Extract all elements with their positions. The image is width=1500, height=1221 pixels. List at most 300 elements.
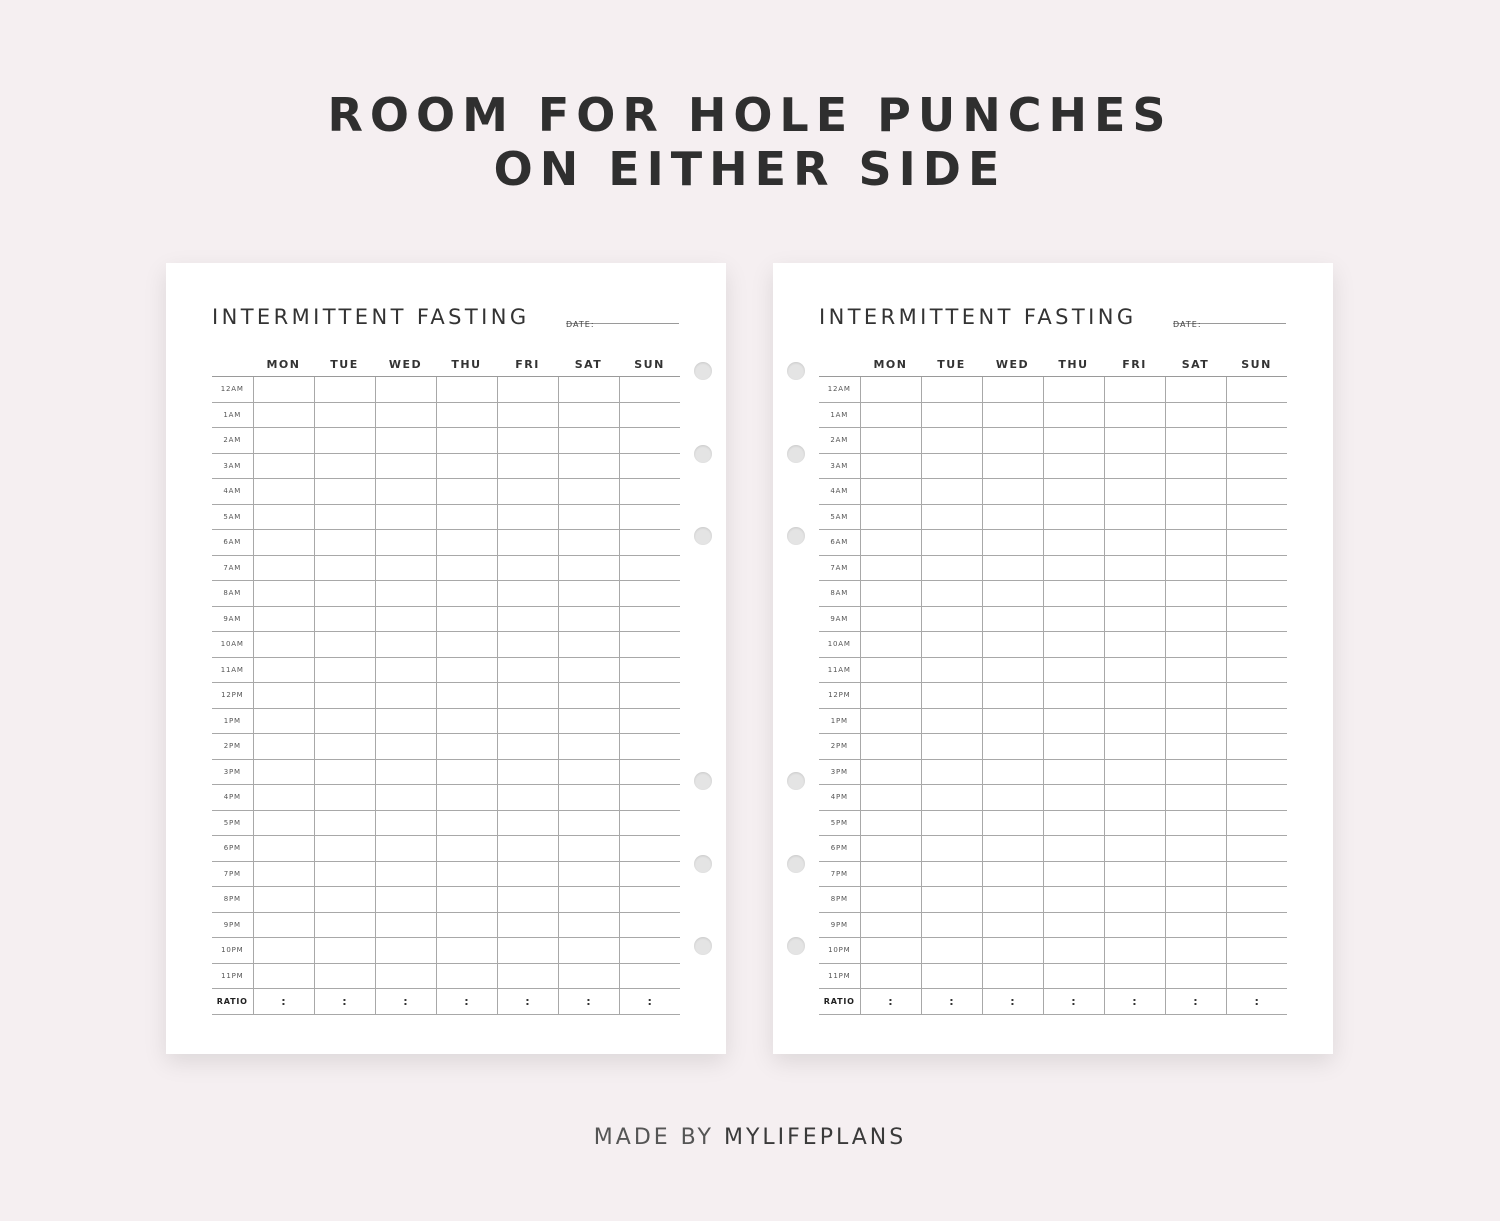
fasting-cell[interactable] [619, 683, 680, 709]
fasting-cell[interactable] [497, 683, 558, 709]
fasting-cell[interactable] [558, 632, 619, 658]
fasting-cell[interactable] [1226, 836, 1287, 862]
fasting-cell[interactable] [558, 581, 619, 607]
fasting-cell[interactable] [860, 938, 921, 964]
fasting-cell[interactable] [1104, 785, 1165, 811]
fasting-cell[interactable] [1165, 810, 1226, 836]
fasting-cell[interactable] [860, 504, 921, 530]
fasting-cell[interactable] [253, 708, 314, 734]
fasting-cell[interactable] [558, 657, 619, 683]
ratio-cell[interactable]: : [1104, 989, 1165, 1015]
fasting-cell[interactable] [860, 555, 921, 581]
fasting-cell[interactable] [1104, 912, 1165, 938]
fasting-cell[interactable] [497, 861, 558, 887]
fasting-cell[interactable] [375, 428, 436, 454]
fasting-cell[interactable] [1043, 377, 1104, 403]
fasting-cell[interactable] [1104, 606, 1165, 632]
fasting-cell[interactable] [982, 683, 1043, 709]
fasting-cell[interactable] [253, 530, 314, 556]
fasting-cell[interactable] [375, 810, 436, 836]
fasting-cell[interactable] [982, 887, 1043, 913]
ratio-cell[interactable]: : [436, 989, 497, 1015]
fasting-cell[interactable] [1226, 606, 1287, 632]
fasting-cell[interactable] [619, 453, 680, 479]
fasting-cell[interactable] [860, 428, 921, 454]
fasting-cell[interactable] [619, 734, 680, 760]
fasting-cell[interactable] [982, 861, 1043, 887]
fasting-cell[interactable] [1165, 963, 1226, 989]
fasting-cell[interactable] [982, 402, 1043, 428]
fasting-cell[interactable] [253, 759, 314, 785]
fasting-cell[interactable] [436, 504, 497, 530]
fasting-cell[interactable] [1226, 657, 1287, 683]
fasting-cell[interactable] [619, 581, 680, 607]
fasting-cell[interactable] [497, 938, 558, 964]
fasting-cell[interactable] [1226, 683, 1287, 709]
fasting-cell[interactable] [921, 657, 982, 683]
fasting-cell[interactable] [558, 912, 619, 938]
fasting-cell[interactable] [921, 734, 982, 760]
fasting-cell[interactable] [375, 479, 436, 505]
fasting-cell[interactable] [619, 402, 680, 428]
fasting-cell[interactable] [619, 377, 680, 403]
fasting-cell[interactable] [1226, 428, 1287, 454]
fasting-cell[interactable] [558, 453, 619, 479]
fasting-cell[interactable] [558, 683, 619, 709]
fasting-cell[interactable] [1226, 377, 1287, 403]
fasting-cell[interactable] [558, 938, 619, 964]
fasting-cell[interactable] [1165, 632, 1226, 658]
fasting-cell[interactable] [1226, 581, 1287, 607]
fasting-cell[interactable] [314, 836, 375, 862]
fasting-cell[interactable] [1104, 887, 1165, 913]
fasting-cell[interactable] [558, 530, 619, 556]
fasting-cell[interactable] [619, 504, 680, 530]
fasting-cell[interactable] [982, 759, 1043, 785]
fasting-cell[interactable] [860, 683, 921, 709]
fasting-cell[interactable] [860, 963, 921, 989]
fasting-cell[interactable] [619, 861, 680, 887]
fasting-cell[interactable] [982, 785, 1043, 811]
fasting-cell[interactable] [860, 581, 921, 607]
fasting-cell[interactable] [497, 963, 558, 989]
fasting-cell[interactable] [1104, 453, 1165, 479]
fasting-cell[interactable] [558, 479, 619, 505]
fasting-cell[interactable] [375, 912, 436, 938]
fasting-cell[interactable] [436, 683, 497, 709]
fasting-cell[interactable] [1165, 785, 1226, 811]
fasting-cell[interactable] [558, 734, 619, 760]
fasting-cell[interactable] [921, 453, 982, 479]
fasting-cell[interactable] [497, 479, 558, 505]
fasting-cell[interactable] [375, 887, 436, 913]
fasting-cell[interactable] [921, 632, 982, 658]
ratio-cell[interactable]: : [314, 989, 375, 1015]
fasting-cell[interactable] [860, 759, 921, 785]
fasting-cell[interactable] [1165, 657, 1226, 683]
fasting-cell[interactable] [619, 759, 680, 785]
fasting-cell[interactable] [860, 657, 921, 683]
fasting-cell[interactable] [1104, 428, 1165, 454]
fasting-cell[interactable] [860, 785, 921, 811]
fasting-cell[interactable] [1165, 555, 1226, 581]
fasting-cell[interactable] [1104, 632, 1165, 658]
fasting-cell[interactable] [1165, 428, 1226, 454]
fasting-cell[interactable] [1165, 912, 1226, 938]
fasting-cell[interactable] [558, 861, 619, 887]
fasting-cell[interactable] [982, 938, 1043, 964]
ratio-cell[interactable]: : [921, 989, 982, 1015]
fasting-cell[interactable] [921, 708, 982, 734]
fasting-cell[interactable] [1165, 581, 1226, 607]
fasting-cell[interactable] [497, 785, 558, 811]
fasting-cell[interactable] [497, 504, 558, 530]
fasting-cell[interactable] [314, 581, 375, 607]
fasting-cell[interactable] [1043, 555, 1104, 581]
fasting-cell[interactable] [982, 504, 1043, 530]
fasting-cell[interactable] [558, 810, 619, 836]
fasting-cell[interactable] [1104, 530, 1165, 556]
fasting-cell[interactable] [619, 836, 680, 862]
fasting-cell[interactable] [1104, 810, 1165, 836]
fasting-cell[interactable] [921, 504, 982, 530]
fasting-cell[interactable] [375, 555, 436, 581]
fasting-cell[interactable] [558, 963, 619, 989]
fasting-cell[interactable] [1043, 708, 1104, 734]
fasting-cell[interactable] [1165, 402, 1226, 428]
ratio-cell[interactable]: : [982, 989, 1043, 1015]
fasting-cell[interactable] [860, 912, 921, 938]
fasting-cell[interactable] [253, 428, 314, 454]
fasting-cell[interactable] [1165, 377, 1226, 403]
fasting-cell[interactable] [619, 938, 680, 964]
fasting-cell[interactable] [619, 632, 680, 658]
fasting-cell[interactable] [1104, 708, 1165, 734]
fasting-cell[interactable] [1043, 530, 1104, 556]
fasting-cell[interactable] [375, 377, 436, 403]
fasting-cell[interactable] [1165, 938, 1226, 964]
fasting-cell[interactable] [1226, 912, 1287, 938]
fasting-cell[interactable] [982, 428, 1043, 454]
fasting-cell[interactable] [558, 402, 619, 428]
fasting-cell[interactable] [436, 555, 497, 581]
fasting-cell[interactable] [375, 530, 436, 556]
fasting-cell[interactable] [921, 555, 982, 581]
fasting-cell[interactable] [375, 861, 436, 887]
fasting-cell[interactable] [1226, 632, 1287, 658]
fasting-cell[interactable] [1043, 963, 1104, 989]
fasting-cell[interactable] [497, 887, 558, 913]
fasting-cell[interactable] [314, 785, 375, 811]
fasting-cell[interactable] [1165, 453, 1226, 479]
fasting-cell[interactable] [1043, 912, 1104, 938]
fasting-cell[interactable] [1165, 504, 1226, 530]
fasting-cell[interactable] [1104, 836, 1165, 862]
fasting-cell[interactable] [1104, 734, 1165, 760]
fasting-cell[interactable] [497, 759, 558, 785]
fasting-cell[interactable] [1165, 759, 1226, 785]
fasting-cell[interactable] [1165, 708, 1226, 734]
fasting-cell[interactable] [619, 810, 680, 836]
fasting-cell[interactable] [1165, 530, 1226, 556]
fasting-cell[interactable] [982, 479, 1043, 505]
fasting-cell[interactable] [1043, 861, 1104, 887]
fasting-cell[interactable] [1104, 555, 1165, 581]
fasting-cell[interactable] [436, 453, 497, 479]
fasting-cell[interactable] [253, 377, 314, 403]
fasting-cell[interactable] [375, 759, 436, 785]
fasting-cell[interactable] [1043, 683, 1104, 709]
fasting-cell[interactable] [436, 632, 497, 658]
fasting-cell[interactable] [619, 887, 680, 913]
fasting-cell[interactable] [314, 402, 375, 428]
fasting-cell[interactable] [253, 632, 314, 658]
fasting-cell[interactable] [982, 708, 1043, 734]
fasting-cell[interactable] [921, 938, 982, 964]
fasting-cell[interactable] [1043, 453, 1104, 479]
fasting-cell[interactable] [860, 836, 921, 862]
fasting-cell[interactable] [1226, 938, 1287, 964]
fasting-cell[interactable] [1226, 785, 1287, 811]
date-field-right[interactable] [1173, 312, 1286, 329]
fasting-cell[interactable] [1226, 734, 1287, 760]
fasting-cell[interactable] [314, 555, 375, 581]
fasting-cell[interactable] [1043, 759, 1104, 785]
fasting-cell[interactable] [375, 606, 436, 632]
fasting-cell[interactable] [1226, 861, 1287, 887]
fasting-cell[interactable] [1226, 530, 1287, 556]
fasting-cell[interactable] [860, 402, 921, 428]
fasting-cell[interactable] [558, 504, 619, 530]
fasting-cell[interactable] [314, 810, 375, 836]
fasting-cell[interactable] [982, 581, 1043, 607]
fasting-cell[interactable] [921, 759, 982, 785]
fasting-cell[interactable] [619, 479, 680, 505]
ratio-cell[interactable]: : [1043, 989, 1104, 1015]
fasting-cell[interactable] [921, 836, 982, 862]
fasting-cell[interactable] [1226, 479, 1287, 505]
fasting-cell[interactable] [1043, 402, 1104, 428]
fasting-cell[interactable] [314, 606, 375, 632]
fasting-cell[interactable] [314, 683, 375, 709]
fasting-cell[interactable] [860, 632, 921, 658]
fasting-cell[interactable] [921, 912, 982, 938]
fasting-cell[interactable] [1043, 887, 1104, 913]
fasting-cell[interactable] [375, 504, 436, 530]
fasting-cell[interactable] [253, 581, 314, 607]
fasting-cell[interactable] [497, 377, 558, 403]
fasting-cell[interactable] [253, 479, 314, 505]
fasting-cell[interactable] [314, 453, 375, 479]
fasting-cell[interactable] [253, 810, 314, 836]
fasting-cell[interactable] [253, 555, 314, 581]
fasting-cell[interactable] [497, 530, 558, 556]
fasting-cell[interactable] [253, 836, 314, 862]
fasting-cell[interactable] [558, 887, 619, 913]
fasting-cell[interactable] [314, 759, 375, 785]
fasting-cell[interactable] [1104, 963, 1165, 989]
fasting-cell[interactable] [497, 555, 558, 581]
fasting-cell[interactable] [1226, 810, 1287, 836]
fasting-cell[interactable] [314, 428, 375, 454]
fasting-cell[interactable] [921, 479, 982, 505]
fasting-cell[interactable] [860, 887, 921, 913]
fasting-cell[interactable] [619, 606, 680, 632]
fasting-cell[interactable] [558, 836, 619, 862]
fasting-cell[interactable] [860, 810, 921, 836]
fasting-cell[interactable] [1043, 734, 1104, 760]
fasting-cell[interactable] [375, 632, 436, 658]
fasting-cell[interactable] [436, 759, 497, 785]
fasting-cell[interactable] [436, 581, 497, 607]
fasting-cell[interactable] [253, 861, 314, 887]
fasting-cell[interactable] [314, 912, 375, 938]
fasting-cell[interactable] [860, 377, 921, 403]
fasting-cell[interactable] [253, 683, 314, 709]
fasting-cell[interactable] [860, 453, 921, 479]
fasting-cell[interactable] [558, 555, 619, 581]
ratio-cell[interactable]: : [375, 989, 436, 1015]
fasting-cell[interactable] [497, 657, 558, 683]
fasting-cell[interactable] [314, 657, 375, 683]
fasting-cell[interactable] [860, 530, 921, 556]
fasting-cell[interactable] [1043, 810, 1104, 836]
fasting-cell[interactable] [982, 810, 1043, 836]
fasting-cell[interactable] [1104, 479, 1165, 505]
fasting-cell[interactable] [253, 657, 314, 683]
fasting-cell[interactable] [982, 453, 1043, 479]
fasting-cell[interactable] [1104, 759, 1165, 785]
fasting-cell[interactable] [921, 377, 982, 403]
fasting-cell[interactable] [982, 836, 1043, 862]
fasting-cell[interactable] [860, 479, 921, 505]
ratio-cell[interactable]: : [860, 989, 921, 1015]
fasting-cell[interactable] [1226, 708, 1287, 734]
fasting-cell[interactable] [436, 530, 497, 556]
fasting-cell[interactable] [558, 377, 619, 403]
fasting-cell[interactable] [497, 708, 558, 734]
fasting-cell[interactable] [1165, 734, 1226, 760]
fasting-cell[interactable] [436, 657, 497, 683]
fasting-cell[interactable] [314, 861, 375, 887]
fasting-cell[interactable] [375, 836, 436, 862]
fasting-cell[interactable] [375, 708, 436, 734]
fasting-cell[interactable] [497, 453, 558, 479]
fasting-cell[interactable] [1226, 759, 1287, 785]
fasting-cell[interactable] [497, 606, 558, 632]
fasting-cell[interactable] [253, 887, 314, 913]
fasting-cell[interactable] [375, 402, 436, 428]
fasting-cell[interactable] [982, 912, 1043, 938]
fasting-cell[interactable] [375, 453, 436, 479]
fasting-cell[interactable] [1104, 377, 1165, 403]
fasting-cell[interactable] [619, 963, 680, 989]
fasting-cell[interactable] [314, 377, 375, 403]
fasting-cell[interactable] [436, 861, 497, 887]
ratio-cell[interactable]: : [497, 989, 558, 1015]
fasting-cell[interactable] [1043, 606, 1104, 632]
fasting-cell[interactable] [921, 810, 982, 836]
fasting-cell[interactable] [1226, 887, 1287, 913]
fasting-cell[interactable] [619, 785, 680, 811]
fasting-cell[interactable] [1043, 938, 1104, 964]
fasting-cell[interactable] [921, 861, 982, 887]
fasting-cell[interactable] [253, 963, 314, 989]
fasting-cell[interactable] [497, 632, 558, 658]
fasting-cell[interactable] [497, 402, 558, 428]
fasting-cell[interactable] [982, 734, 1043, 760]
fasting-cell[interactable] [1165, 887, 1226, 913]
ratio-cell[interactable]: : [1165, 989, 1226, 1015]
fasting-cell[interactable] [921, 581, 982, 607]
fasting-cell[interactable] [253, 734, 314, 760]
date-field-left[interactable] [566, 312, 679, 329]
fasting-cell[interactable] [436, 377, 497, 403]
fasting-cell[interactable] [619, 912, 680, 938]
fasting-cell[interactable] [619, 555, 680, 581]
fasting-cell[interactable] [619, 530, 680, 556]
fasting-cell[interactable] [1104, 402, 1165, 428]
fasting-cell[interactable] [1226, 963, 1287, 989]
fasting-cell[interactable] [375, 785, 436, 811]
fasting-cell[interactable] [1104, 504, 1165, 530]
fasting-cell[interactable] [253, 402, 314, 428]
fasting-cell[interactable] [1165, 861, 1226, 887]
ratio-cell[interactable]: : [253, 989, 314, 1015]
fasting-cell[interactable] [982, 530, 1043, 556]
fasting-cell[interactable] [558, 606, 619, 632]
fasting-cell[interactable] [982, 963, 1043, 989]
fasting-cell[interactable] [1104, 657, 1165, 683]
fasting-cell[interactable] [921, 785, 982, 811]
fasting-cell[interactable] [1043, 428, 1104, 454]
fasting-cell[interactable] [314, 708, 375, 734]
fasting-cell[interactable] [314, 963, 375, 989]
fasting-cell[interactable] [619, 657, 680, 683]
fasting-cell[interactable] [1226, 504, 1287, 530]
fasting-cell[interactable] [436, 428, 497, 454]
fasting-cell[interactable] [436, 810, 497, 836]
fasting-cell[interactable] [253, 504, 314, 530]
fasting-cell[interactable] [860, 606, 921, 632]
fasting-cell[interactable] [253, 453, 314, 479]
fasting-cell[interactable] [436, 479, 497, 505]
fasting-cell[interactable] [921, 963, 982, 989]
fasting-cell[interactable] [558, 785, 619, 811]
fasting-cell[interactable] [1043, 836, 1104, 862]
fasting-cell[interactable] [497, 810, 558, 836]
fasting-cell[interactable] [436, 606, 497, 632]
fasting-cell[interactable] [558, 759, 619, 785]
fasting-cell[interactable] [375, 734, 436, 760]
fasting-cell[interactable] [314, 479, 375, 505]
fasting-cell[interactable] [436, 708, 497, 734]
fasting-cell[interactable] [314, 632, 375, 658]
fasting-cell[interactable] [1104, 938, 1165, 964]
fasting-cell[interactable] [982, 657, 1043, 683]
fasting-cell[interactable] [1165, 683, 1226, 709]
fasting-cell[interactable] [375, 683, 436, 709]
fasting-cell[interactable] [436, 887, 497, 913]
fasting-cell[interactable] [497, 581, 558, 607]
fasting-cell[interactable] [982, 555, 1043, 581]
fasting-cell[interactable] [1043, 504, 1104, 530]
ratio-cell[interactable]: : [619, 989, 680, 1015]
fasting-cell[interactable] [921, 887, 982, 913]
fasting-cell[interactable] [558, 708, 619, 734]
fasting-cell[interactable] [1226, 555, 1287, 581]
fasting-cell[interactable] [253, 785, 314, 811]
